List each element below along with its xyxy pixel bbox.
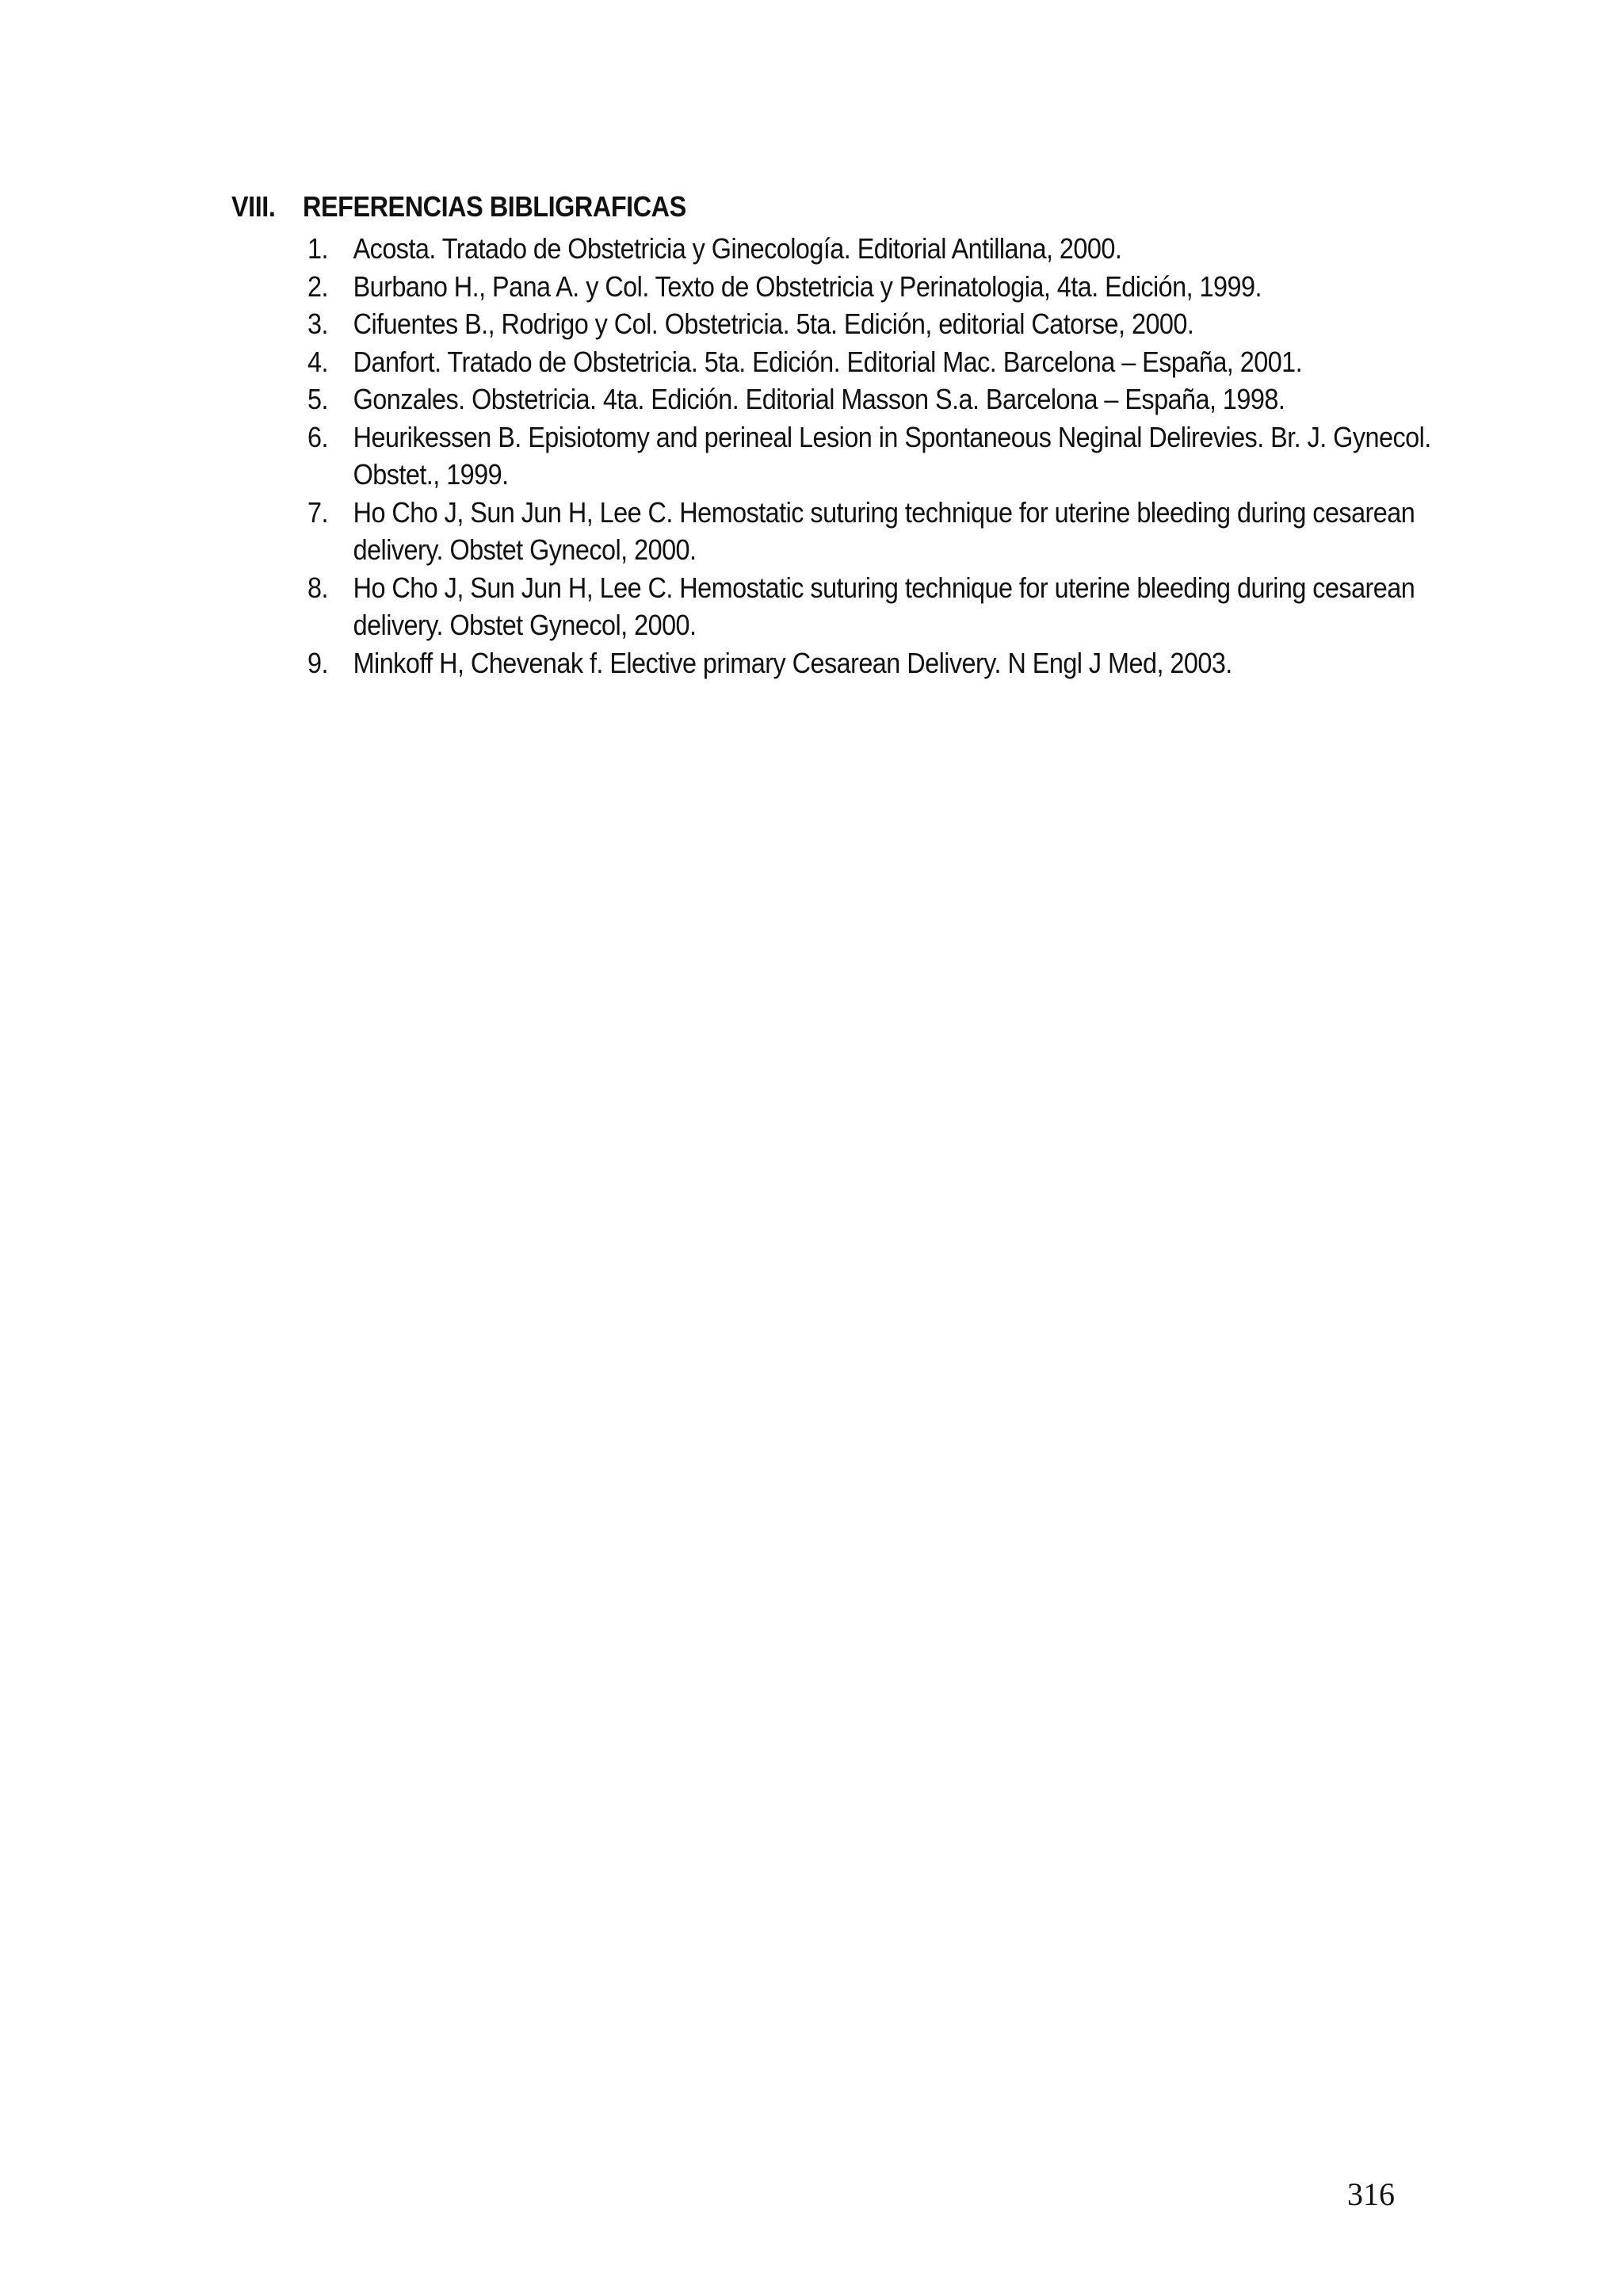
reference-item-6	[307, 418, 1434, 494]
reference-item-7	[307, 494, 1434, 569]
page-number: 316	[1347, 2176, 1395, 2212]
reference-text: Cifuentes B., Rodrigo y Col. Obstetricia. 5ta. Edición, editorial Catorse, 2000.	[353, 308, 1194, 340]
reference-index: 8.	[307, 571, 328, 604]
reference-item-3	[307, 305, 1434, 343]
reference-index: 9.	[307, 646, 328, 679]
reference-text: Minkoff H, Chevenak f. Elective primary Cesarean Delivery. N Engl J Med, 2003.	[353, 646, 1232, 679]
reference-text: Danfort. Tratado de Obstetricia. 5ta. Edición. Editorial Mac. Barcelona – España, 2001.	[353, 345, 1303, 378]
reference-item-9	[307, 644, 1434, 682]
reference-index: 2.	[307, 269, 328, 303]
reference-text: Gonzales. Obstetricia. 4ta. Edición. Editorial Masson S.a. Barcelona – España, 1998.	[353, 383, 1285, 415]
section-number: VIII.	[231, 190, 276, 223]
reference-index: 6.	[307, 420, 328, 453]
reference-index: 3.	[307, 308, 328, 340]
reference-text: Ho Cho J, Sun Jun H, Lee C. Hemostatic suturing technique for uterine bleeding during cesarean delivery. Obstet Gynecol, 2000.	[353, 571, 1415, 641]
reference-index: 4.	[307, 345, 328, 378]
reference-text: Acosta. Tratado de Obstetricia y Ginecología. Editorial Antillana, 2000.	[353, 232, 1122, 265]
section-heading	[231, 190, 1301, 230]
reference-index: 5.	[307, 383, 328, 415]
reference-list	[307, 230, 1449, 682]
section-title: REFERENCIAS BIBLIGRAFICAS	[303, 190, 686, 223]
reference-item-8	[307, 569, 1434, 644]
reference-text: Ho Cho J, Sun Jun H, Lee C. Hemostatic suturing technique for uterine bleeding during cesarean delivery. Obstet Gynecol, 2000.	[353, 495, 1415, 566]
reference-index: 7.	[307, 495, 328, 529]
reference-item-5	[307, 380, 1434, 418]
reference-item-2	[307, 268, 1434, 306]
references-section	[231, 190, 1431, 679]
reference-item-1	[307, 230, 1434, 268]
reference-item-4	[307, 343, 1434, 381]
reference-text: Heurikessen B. Episiotomy and perineal Lesion in Spontaneous Neginal Delirevies. Br. J. Gynecol. Obstet., 1999.	[353, 420, 1431, 491]
reference-index: 1.	[307, 232, 328, 265]
reference-text: Burbano H., Pana A. y Col. Texto de Obstetricia y Perinatologia, 4ta. Edición, 1999.	[353, 269, 1262, 303]
